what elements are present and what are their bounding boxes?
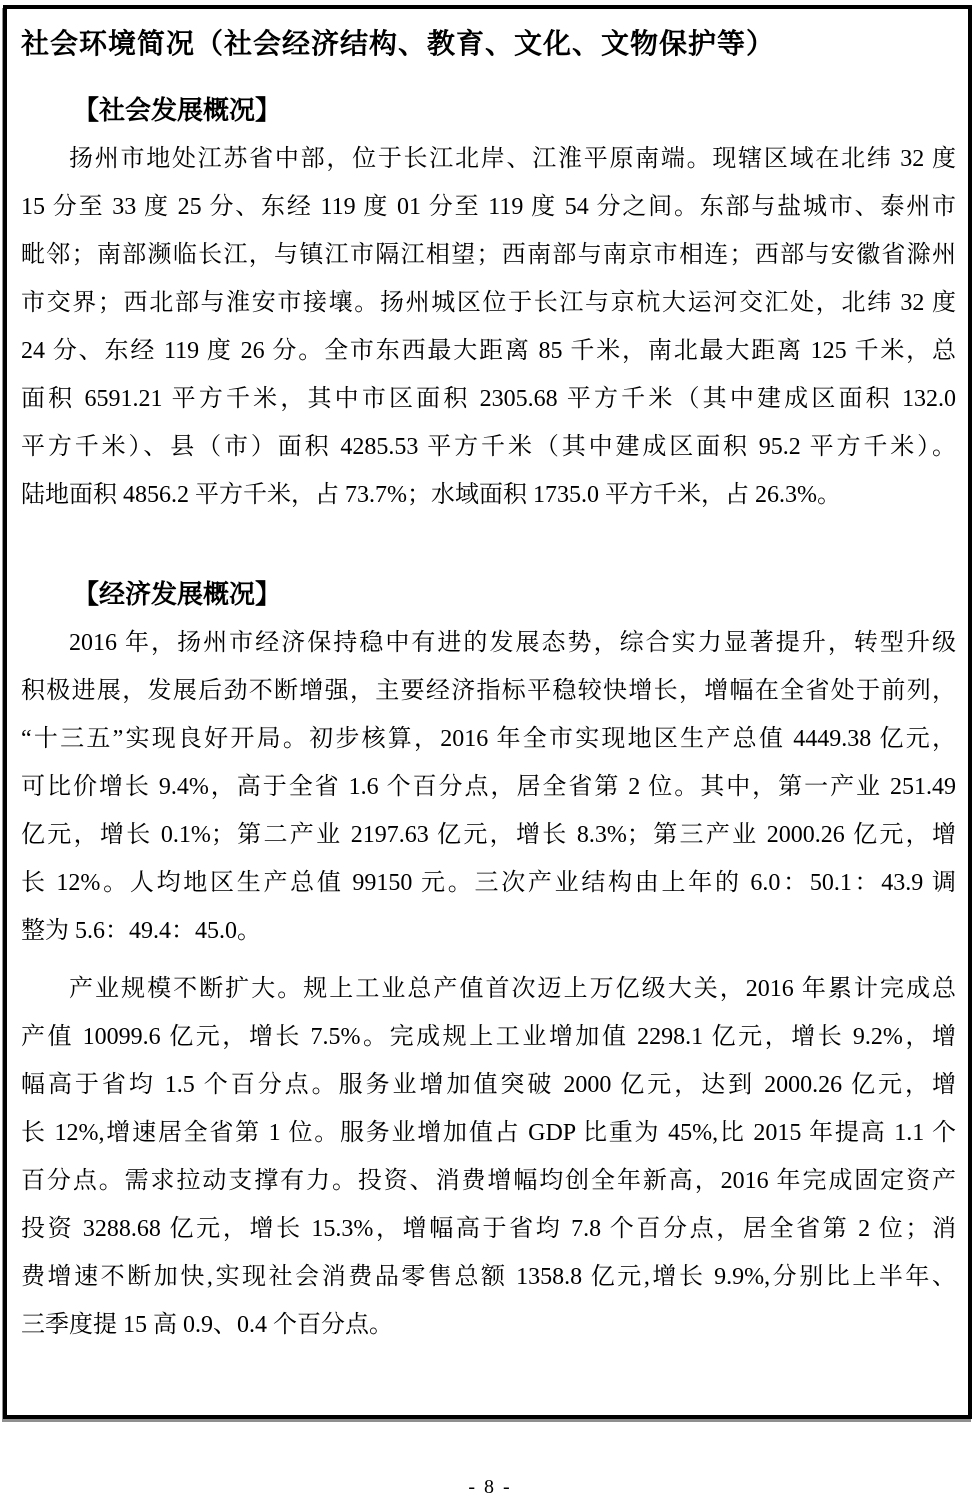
document-frame [3, 5, 972, 1419]
paragraph-line: 15 分至 33 度 25 分、东经 119 度 01 分至 119 度 54 分之间。东部与盐城市、泰州市 [21, 194, 956, 220]
paragraph-line: “十三五”实现良好开局。初步核算，2016 年全市实现地区生产总值 4449.38 亿元， [21, 726, 956, 752]
paragraph-line: 面积 6591.21 平方千米，其中市区面积 2305.68 平方千米（其中建成区面积 132.0 [21, 386, 956, 412]
paragraph-line: 可比价增长 9.4%，高于全省 1.6 个百分点，居全省第 2 位。其中，第一产业 251.49 [21, 774, 956, 800]
paragraph-gdp-overview [21, 619, 956, 955]
paragraph-line: 投资 3288.68 亿元，增长 15.3%，增幅高于省均 7.8 个百分点，居全省第 2 位；消 [21, 1216, 956, 1242]
paragraph-industry-scale [21, 965, 956, 1349]
paragraph-line: 百分点。需求拉动支撑有力。投资、消费增幅均创全年新高，2016 年完成固定资产 [21, 1168, 956, 1194]
section-economic-development [21, 571, 956, 1349]
paragraph-line: 整为 5.6：49.4：45.0。 [21, 918, 261, 944]
paragraph-line: 费增速不断加快,实现社会消费品零售总额 1358.8 亿元,增长 9.9%,分别比上半年、 [21, 1264, 956, 1290]
paragraph-line: 毗邻；南部濒临长江，与镇江市隔江相望；西南部与南京市相连；西部与安徽省滁州 [21, 242, 956, 268]
paragraph-line: 扬州市地处江苏省中部，位于长江北岸、江淮平原南端。现辖区域在北纬 32 度 [69, 146, 956, 172]
page-number: - 8 - [468, 1476, 512, 1498]
paragraph-line: 积极进展，发展后劲不断增强，主要经济指标平稳较快增长，增幅在全省处于前列， [21, 678, 956, 704]
paragraph-line: 市交界；西北部与淮安市接壤。扬州城区位于长江与京杭大运河交汇处，北纬 32 度 [21, 290, 956, 316]
paragraph-geography [21, 135, 956, 519]
paragraph-line: 长 12%。人均地区生产总值 99150 元。三次产业结构由上年的 6.0：50.1：43.9 调 [21, 870, 956, 896]
section-social-development [21, 87, 956, 519]
paragraph-line: 陆地面积 4856.2 平方千米，占 73.7%；水域面积 1735.0 平方千米，占 26.3%。 [21, 482, 841, 508]
paragraph-line: 产值 10099.6 亿元，增长 7.5%。完成规上工业增加值 2298.1 亿元，增长 9.2%，增 [21, 1024, 956, 1050]
paragraph-line: 24 分、东经 119 度 26 分。全市东西最大距离 85 千米，南北最大距离 125 千米，总 [21, 338, 956, 364]
paragraph-line: 平方千米）、县（市）面积 4285.53 平方千米（其中建成区面积 95.2 平方千米）。 [21, 434, 956, 460]
paragraph-line: 长 12%,增速居全省第 1 位。服务业增加值占 GDP 比重为 45%,比 2015 年提高 1.1 个 [21, 1120, 956, 1146]
document-title: 社会环境简况（社会经济结构、教育、文化、文物保护等） [21, 29, 776, 60]
section-heading-social-development: 【社会发展概况】 [73, 96, 282, 125]
section-heading-economic-development: 【经济发展概况】 [73, 580, 282, 609]
paragraph-line: 幅高于省均 1.5 个百分点。服务业增加值突破 2000 亿元，达到 2000.26 亿元，增 [21, 1072, 956, 1098]
paragraph-line: 2016 年，扬州市经济保持稳中有进的发展态势，综合实力显著提升，转型升级 [69, 630, 956, 656]
paragraph-line: 亿元，增长 0.1%；第二产业 2197.63 亿元，增长 8.3%；第三产业 2000.26 亿元，增 [21, 822, 956, 848]
paragraph-line: 产业规模不断扩大。规上工业总产值首次迈上万亿级大关，2016 年累计完成总 [69, 976, 956, 1002]
paragraph-line: 三季度提 15 高 0.9、0.4 个百分点。 [21, 1312, 393, 1338]
